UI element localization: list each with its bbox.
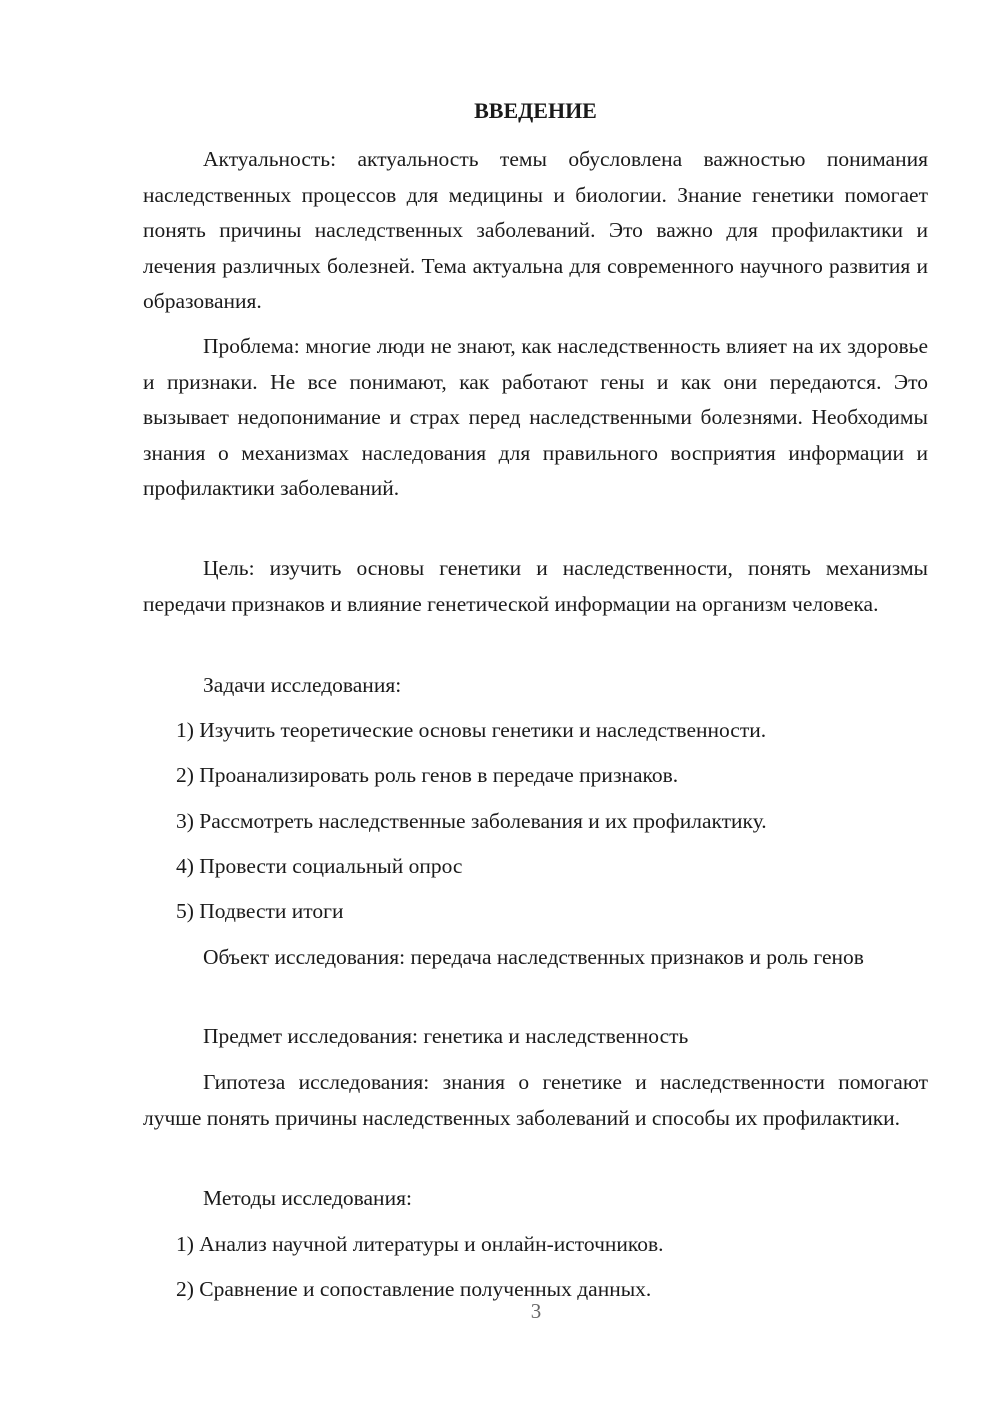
task-item-4: 4) Провести социальный опрос xyxy=(176,854,463,878)
task-item-1: 1) Изучить теоретические основы генетики и наследственности. xyxy=(176,718,767,742)
goal-paragraph: Цель: изучить основы генетики и наследственности, понять механизмы передачи признаков и влияние генетической информации на организм человека. xyxy=(143,556,928,616)
relevance-paragraph: Актуальность: актуальность темы обусловлена важностью понимания наследственных процессов для медицины и биологии. Знание генетики помогает понять причины наследственных заболеваний. Это важно для профилактики и лечения различных болезней. Тема актуальна для современного научного развития и образования. xyxy=(143,147,928,313)
task-item-2: 2) Проанализировать роль генов в передаче признаков. xyxy=(176,763,679,787)
methods-heading: Методы исследования: xyxy=(203,1186,412,1210)
object-paragraph: Объект исследования: передача наследственных признаков и роль генов xyxy=(203,945,864,969)
section-heading: ВВЕДЕНИЕ xyxy=(474,98,597,123)
problem-paragraph: Проблема: многие люди не знают, как наследственность влияет на их здоровье и признаки. Не все понимают, как работают гены и как они передаются. Это вызывает недопонимание и страх перед наследственными болезнями. Необходимы знания о механизмах наследования для правильного восприятия информации и профилактики заболеваний. xyxy=(143,334,928,500)
task-item-5: 5) Подвести итоги xyxy=(176,899,344,923)
task-item-3: 3) Рассмотреть наследственные заболевания и их профилактику. xyxy=(176,809,767,833)
page-number: 3 xyxy=(530,1299,542,1323)
method-item-1: 1) Анализ научной литературы и онлайн-источников. xyxy=(176,1232,664,1256)
hypothesis-paragraph: Гипотеза исследования: знания о генетике и наследственности помогают лучше понять причины наследственных заболеваний и способы их профилактики. xyxy=(143,1070,928,1130)
subject-paragraph: Предмет исследования: генетика и наследственность xyxy=(203,1024,689,1048)
method-item-2: 2) Сравнение и сопоставление полученных данных. xyxy=(176,1277,652,1301)
tasks-heading: Задачи исследования: xyxy=(203,673,402,697)
